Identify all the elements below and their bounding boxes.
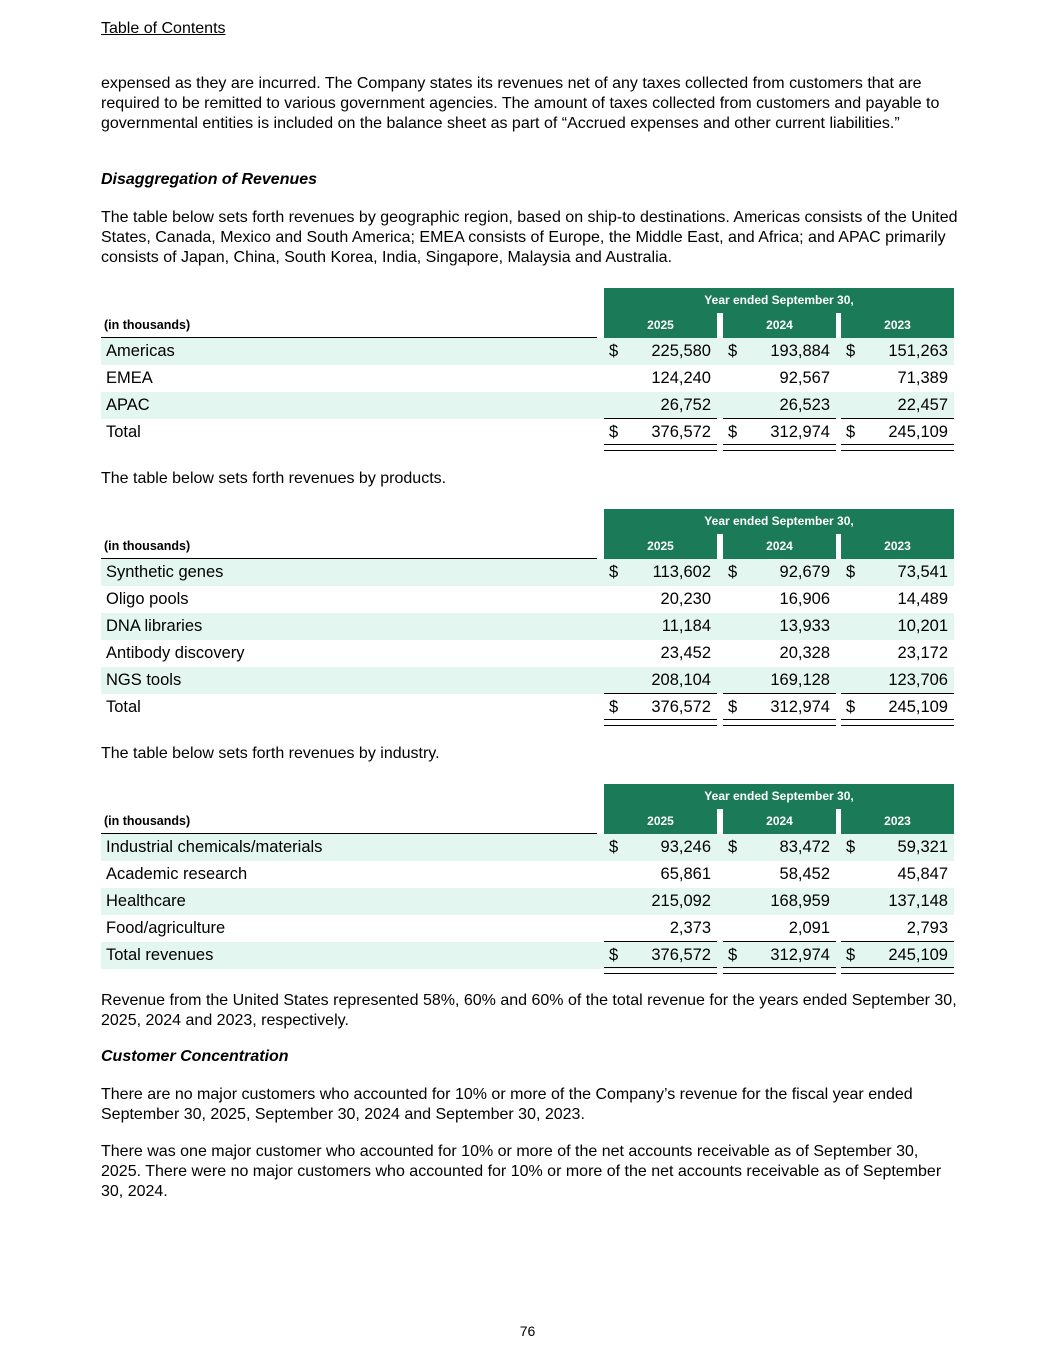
value-2025: 124,240 <box>651 369 711 387</box>
value-2024: 312,974 <box>770 946 830 964</box>
value-2023: 22,457 <box>897 396 948 414</box>
value-2025: 20,230 <box>660 590 711 608</box>
row-label: APAC <box>106 396 150 414</box>
row-label: DNA libraries <box>106 617 203 635</box>
value-2025: 376,572 <box>651 423 711 441</box>
table-row <box>101 559 954 586</box>
currency-symbol: $ <box>609 342 619 360</box>
value-2024: 193,884 <box>770 342 830 360</box>
unit-label: (in thousands) <box>101 534 597 559</box>
table-row <box>101 586 954 613</box>
value-2025: 26,752 <box>660 396 711 414</box>
value-2025: 208,104 <box>651 671 711 689</box>
row-label: Industrial chemicals/materials <box>106 838 323 856</box>
value-2025: 113,602 <box>652 563 711 581</box>
disaggregation-heading: Disaggregation of Revenues <box>101 171 318 188</box>
year-header-2024: 2024 <box>723 313 836 338</box>
unit-label: (in thousands) <box>101 809 597 834</box>
year-header-2025: 2025 <box>604 534 717 559</box>
currency-symbol: $ <box>728 698 738 716</box>
currency-symbol: $ <box>728 563 738 581</box>
value-2023: 151,263 <box>888 342 948 360</box>
value-2023: 245,109 <box>888 423 948 441</box>
row-label: Antibody discovery <box>106 644 245 662</box>
currency-symbol: $ <box>846 946 856 964</box>
intro-paragraph: expensed as they are incurred. The Company states its revenues net of any taxes collected from customers that are required to be remitted to various government agencies. The amount of taxes collected from customers and payable to governmental entities is included on the balance sheet as part of “Accrued expenses and other current liabilities.” <box>101 75 940 132</box>
value-2025: 93,246 <box>660 838 711 856</box>
table-row <box>101 640 954 667</box>
disaggregation-paragraph: The table below sets forth revenues by geographic region, based on ship-to destinations. Americas consists of the United States, Canada, Mexico and South America; EMEA consists of Europe, the Middle East, and Africa; and APAC primarily consists of Japan, China, South Korea, India, Singapore, Malaysia and Australia. <box>101 209 958 266</box>
value-2023: 45,847 <box>897 865 948 883</box>
row-label: Healthcare <box>106 892 186 910</box>
us-revenue-paragraph: Revenue from the United States represented 58%, 60% and 60% of the total revenue for the years ended September 30, 2025, 2024 and 2023, respectively. <box>101 992 957 1029</box>
value-2025: 2,373 <box>669 919 711 937</box>
table-row <box>101 613 954 640</box>
value-2025: 65,861 <box>660 865 711 883</box>
row-label: NGS tools <box>106 671 182 689</box>
currency-symbol: $ <box>609 423 619 441</box>
value-2023: 245,109 <box>888 698 948 716</box>
products-revenue-table <box>101 509 954 721</box>
table-row <box>101 667 954 694</box>
value-2024: 92,679 <box>779 563 830 581</box>
value-2025: 225,580 <box>651 342 711 360</box>
currency-symbol: $ <box>846 342 856 360</box>
value-2024: 2,091 <box>788 919 830 937</box>
customer-paragraph-1: There are no major customers who accounted for 10% or more of the Company’s revenue for the fiscal year ended September 30, 2025, September 30, 2024 and September 30, 2023. <box>101 1086 913 1123</box>
value-2025: 376,572 <box>651 946 711 964</box>
table-row <box>101 861 954 888</box>
table-row <box>101 834 954 861</box>
table-row-total <box>101 694 954 721</box>
industry-revenue-table <box>101 784 954 969</box>
table-row <box>101 338 954 365</box>
value-2025: 11,184 <box>661 617 711 635</box>
unit-label: (in thousands) <box>101 313 597 338</box>
row-label: EMEA <box>106 369 153 387</box>
table-row <box>101 888 954 915</box>
currency-symbol: $ <box>609 563 619 581</box>
value-2023: 23,172 <box>897 644 948 662</box>
value-2025: 23,452 <box>660 644 711 662</box>
value-2024: 16,906 <box>779 590 830 608</box>
value-2024: 20,328 <box>779 644 830 662</box>
value-2025: 215,092 <box>651 892 711 910</box>
currency-symbol: $ <box>846 838 856 856</box>
currency-symbol: $ <box>728 838 738 856</box>
value-2024: 92,567 <box>779 369 830 387</box>
industry-intro: The table below sets forth revenues by industry. <box>101 745 440 762</box>
value-2023: 137,148 <box>888 892 948 910</box>
value-2023: 14,489 <box>897 590 948 608</box>
value-2024: 58,452 <box>779 865 830 883</box>
value-2023: 73,541 <box>897 563 948 581</box>
year-header-2025: 2025 <box>604 313 717 338</box>
region-revenue-table <box>101 288 954 446</box>
value-2024: 168,959 <box>770 892 830 910</box>
currency-symbol: $ <box>728 423 738 441</box>
row-label: Academic research <box>106 865 248 883</box>
value-2024: 13,933 <box>779 617 830 635</box>
row-label: Total <box>106 698 141 716</box>
currency-symbol: $ <box>846 423 856 441</box>
currency-symbol: $ <box>609 698 619 716</box>
row-label: Total <box>106 423 141 441</box>
currency-symbol: $ <box>609 946 619 964</box>
value-2023: 245,109 <box>888 946 948 964</box>
period-header: Year ended September 30, <box>604 784 954 809</box>
currency-symbol: $ <box>728 946 738 964</box>
currency-symbol: $ <box>846 563 856 581</box>
year-header-2024: 2024 <box>723 534 836 559</box>
value-2023: 10,201 <box>897 617 948 635</box>
value-2024: 26,523 <box>779 396 830 414</box>
value-2024: 312,974 <box>770 423 830 441</box>
year-header-2023: 2023 <box>841 534 954 559</box>
row-label: Americas <box>106 342 175 360</box>
value-2025: 376,572 <box>651 698 711 716</box>
year-header-2023: 2023 <box>841 313 954 338</box>
value-2023: 59,321 <box>897 838 948 856</box>
table-row-total <box>101 419 954 446</box>
period-header: Year ended September 30, <box>604 509 954 534</box>
products-intro: The table below sets forth revenues by products. <box>101 470 447 487</box>
value-2023: 123,706 <box>888 671 948 689</box>
currency-symbol: $ <box>609 838 619 856</box>
table-of-contents-link[interactable]: Table of Contents <box>101 20 226 37</box>
table-row <box>101 915 954 942</box>
value-2024: 83,472 <box>779 838 830 856</box>
row-label: Oligo pools <box>106 590 189 608</box>
year-header-2025: 2025 <box>604 809 717 834</box>
row-label: Synthetic genes <box>106 563 224 581</box>
row-label: Total revenues <box>106 946 214 964</box>
customer-paragraph-2: There was one major customer who accounted for 10% or more of the net accounts receivable as of September 30, 2025. There were no major customers who accounted for 10% or more of the net accounts receivable as of September 30, 2024. <box>101 1143 942 1200</box>
year-header-2024: 2024 <box>723 809 836 834</box>
table-row-total <box>101 942 954 969</box>
value-2023: 71,389 <box>897 369 948 387</box>
customer-concentration-heading: Customer Concentration <box>101 1048 289 1065</box>
value-2024: 169,128 <box>770 671 830 689</box>
currency-symbol: $ <box>728 342 738 360</box>
value-2023: 2,793 <box>906 919 948 937</box>
table-row <box>101 365 954 392</box>
year-header-2023: 2023 <box>841 809 954 834</box>
table-row <box>101 392 954 419</box>
period-header: Year ended September 30, <box>604 288 954 313</box>
value-2024: 312,974 <box>770 698 830 716</box>
page-number: 76 <box>519 1323 536 1339</box>
currency-symbol: $ <box>846 698 856 716</box>
row-label: Food/agriculture <box>106 919 226 937</box>
